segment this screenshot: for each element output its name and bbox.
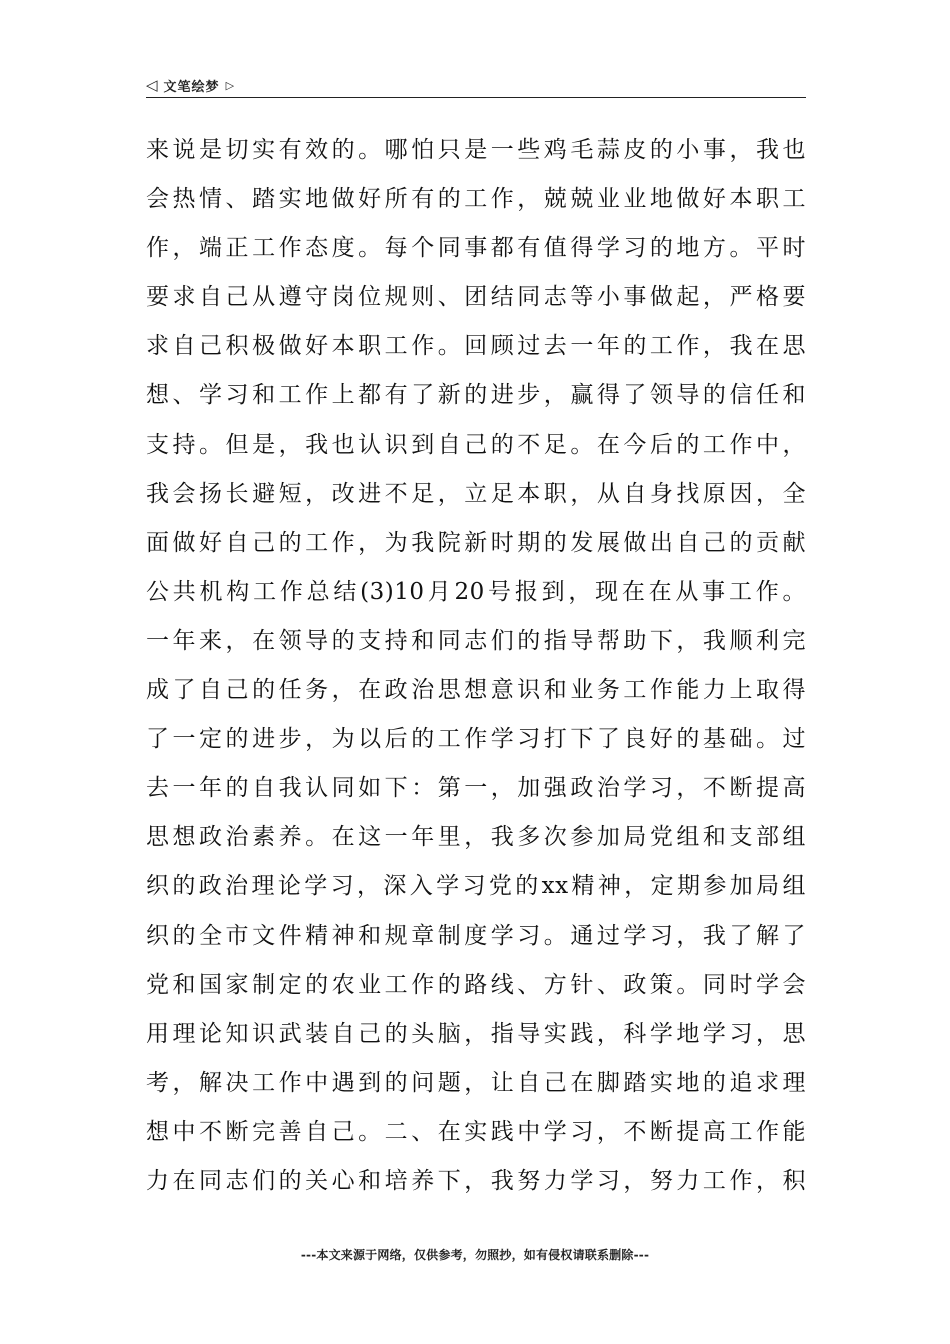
text-line: 公共机构工作总结(3)10月20号报到，现在在从事工作。 — [146, 578, 806, 605]
header-divider — [146, 97, 806, 98]
text-line: 了一定的进步，为以后的工作学习打下了良好的基础。过 — [146, 726, 806, 753]
text-line: 想、学习和工作上都有了新的进步，赢得了领导的信任和 — [146, 382, 806, 409]
text-line: 来说是切实有效的。哪怕只是一些鸡毛蒜皮的小事，我也 — [146, 137, 806, 163]
text-line: 想中不断完善自己。二、在实践中学习，不断提高工作能 — [146, 1118, 806, 1145]
text-line: 去一年的自我认同如下：第一，加强政治学习，不断提高 — [146, 775, 806, 802]
text-line: 会热情、踏实地做好所有的工作，兢兢业业地做好本职工 — [146, 186, 806, 213]
left-triangle-icon: ◁ — [146, 75, 158, 94]
text-line: 织的政治理论学习，深入学习党的xx精神，定期参加局组 — [146, 873, 806, 900]
text-line: 织的全市文件精神和规章制度学习。通过学习，我了解了 — [146, 922, 806, 949]
text-line: 力在同志们的关心和培养下，我努力学习，努力工作，积 — [146, 1167, 806, 1194]
text-line: 要求自己从遵守岗位规则、团结同志等小事做起，严格要 — [146, 284, 806, 311]
footer-notice: ---本文来源于网络，仅供参考，勿照抄，如有侵权请联系删除--- — [300, 1248, 650, 1262]
text-line: 党和国家制定的农业工作的路线、方针、政策。同时学会 — [146, 971, 806, 998]
text-line: 考，解决工作中遇到的问题，让自己在脚踏实地的追求理 — [146, 1069, 806, 1096]
text-line: 支持。但是，我也认识到自己的不足。在今后的工作中， — [146, 431, 806, 458]
page-header — [146, 74, 806, 96]
text-line: 作，端正工作态度。每个同事都有值得学习的地方。平时 — [146, 235, 806, 262]
text-line: 求自己积极做好本职工作。回顾过去一年的工作，我在思 — [146, 333, 806, 360]
brand-label: 文笔绘梦 — [163, 79, 220, 95]
text-line: 成了自己的任务，在政治思想意识和业务工作能力上取得 — [146, 677, 806, 704]
text-line: 思想政治素养。在这一年里，我多次参加局党组和支部组 — [146, 824, 806, 851]
text-line: 一年来，在领导的支持和同志们的指导帮助下，我顺利完 — [146, 627, 806, 654]
text-line: 面做好自己的工作，为我院新时期的发展做出自己的贡献 — [146, 529, 806, 556]
text-line: 用理论知识武装自己的头脑，指导实践，科学地学习，思 — [146, 1020, 806, 1047]
document-body — [146, 126, 806, 1206]
text-line: 我会扬长避短，改进不足，立足本职，从自身找原因，全 — [146, 480, 806, 507]
right-triangle-icon: ▷ — [225, 78, 235, 92]
